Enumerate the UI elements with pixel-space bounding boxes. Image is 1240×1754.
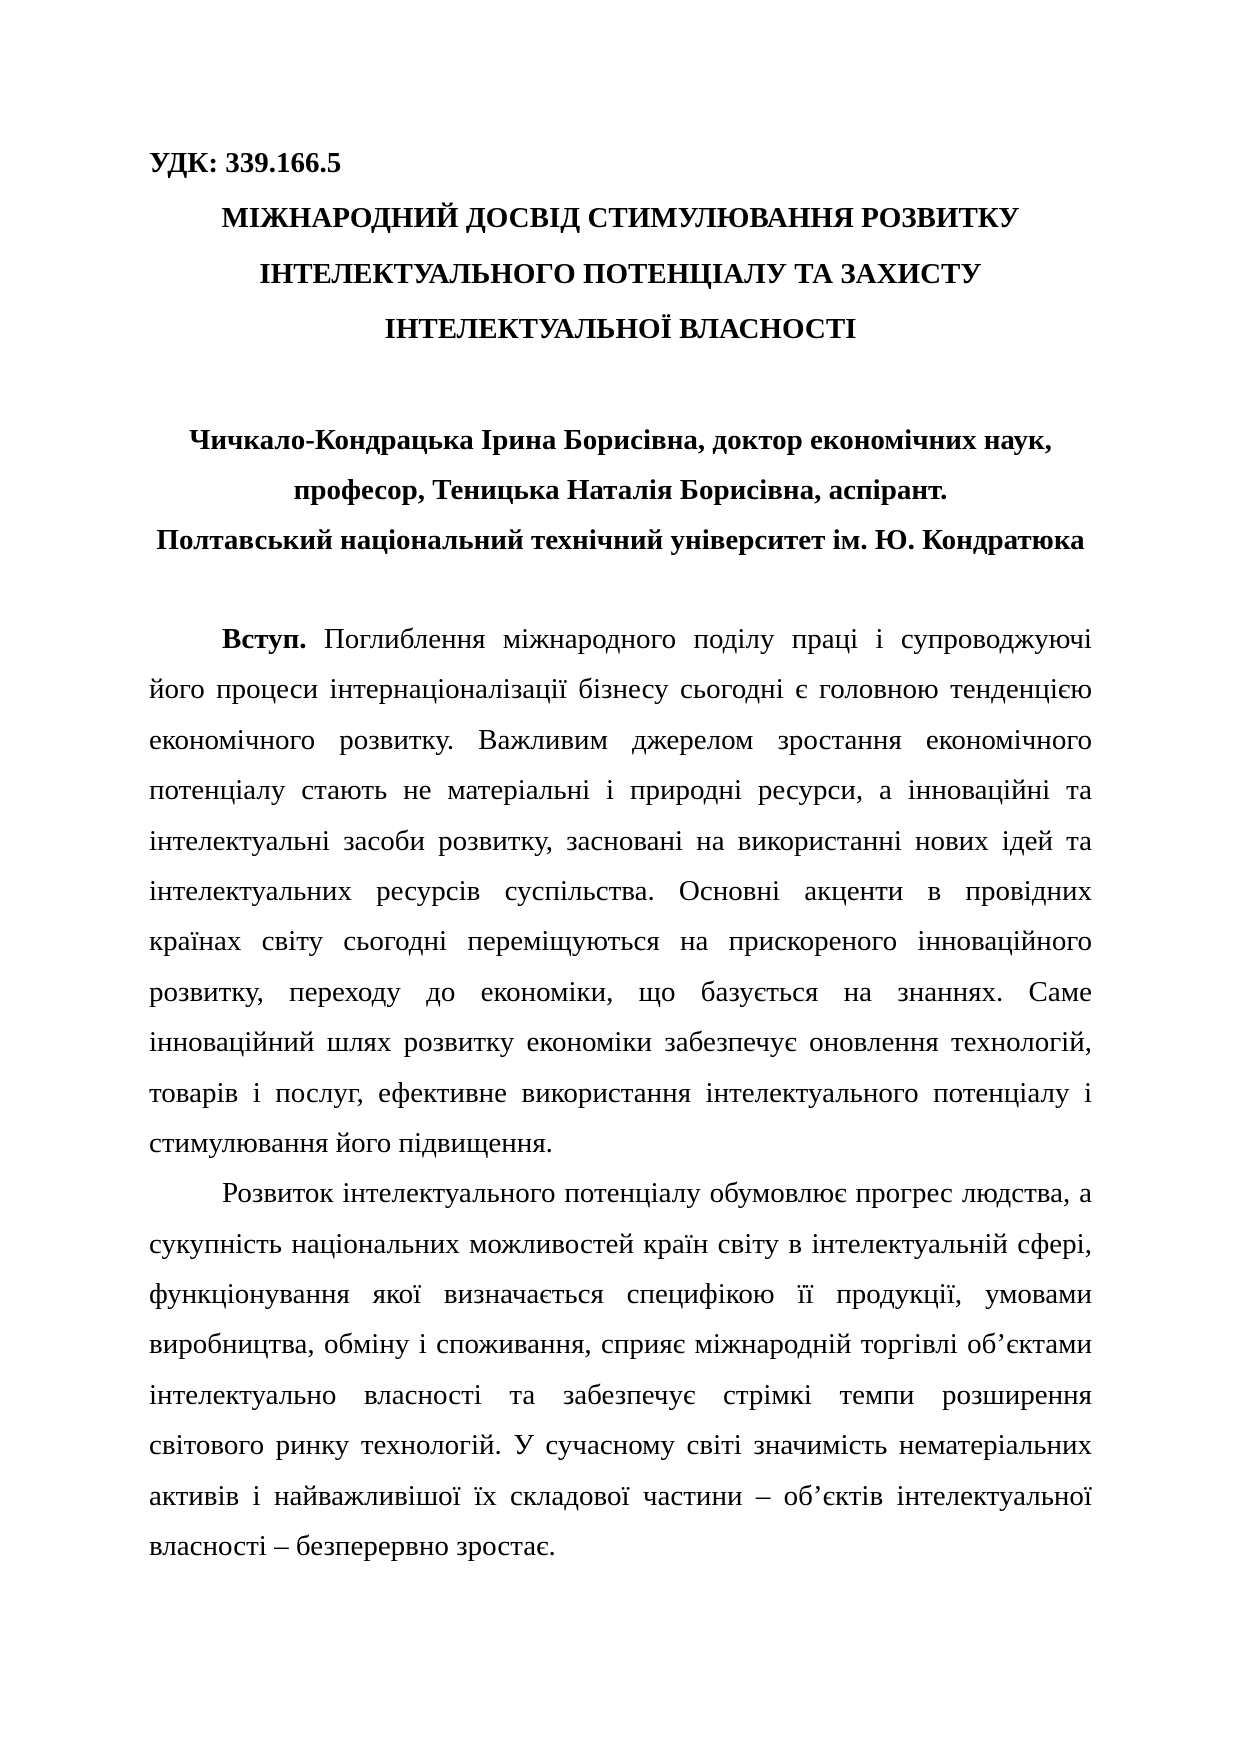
- paragraph-line: економічного розвитку. Важливим джерелом зростання економічного: [149, 723, 1092, 756]
- paragraph-introduction: [149, 614, 1092, 1168]
- paragraph-2: [149, 1168, 1092, 1571]
- paragraph-line: інтелектуальні засоби розвитку, засновані на використанні нових ідей та: [149, 824, 1092, 857]
- paragraph-line: країнах світу сьогодні переміщуються на прискореного інноваційного: [149, 925, 1092, 958]
- paragraph-line: світового ринку технологій. У сучасному світі значимість нематеріальних: [149, 1429, 1092, 1462]
- affiliation-line: Полтавський національний технічний університет ім. Ю. Кондратюка: [156, 524, 1085, 556]
- article-body: [149, 614, 1092, 1571]
- paragraph-line: його процеси інтернаціоналізації бізнесу сьогодні є головною тенденцією: [149, 673, 1092, 706]
- authors-line: Чичкало-Кондрацька Ірина Борисівна, доктор економічних наук,: [189, 424, 1052, 456]
- paragraph-line: сукупність національних можливостей країн світу в інтелектуальній сфері,: [149, 1227, 1092, 1260]
- paragraph-line: власності – безперервно зростає.: [149, 1530, 556, 1563]
- line-text: Поглиблення міжнародного поділу праці і супроводжуючі: [306, 623, 1092, 655]
- authors-block: [149, 415, 1092, 565]
- paragraph-line: потенціалу стають не матеріальні і природні ресурси, а інноваційні та: [149, 774, 1092, 807]
- paragraph-line: стимулювання його підвищення.: [149, 1126, 553, 1159]
- paragraph-line: виробництва, обміну і споживання, сприяє міжнародній торгівлі об’єктами: [149, 1328, 1092, 1361]
- title-line: МІЖНАРОДНИЙ ДОСВІД СТИМУЛЮВАННЯ РОЗВИТКУ: [221, 202, 1020, 234]
- title-line: ІНТЕЛЕКТУАЛЬНОГО ПОТЕНЦІАЛУ ТА ЗАХИСТУ: [259, 257, 982, 290]
- paragraph-line: розвитку, переходу до економіки, що базується на знаннях. Саме: [149, 975, 1092, 1008]
- paragraph-line: товарів і послуг, ефективне використання інтелектуального потенціалу і: [149, 1076, 1092, 1109]
- title-line: ІНТЕЛЕКТУАЛЬНОЇ ВЛАСНОСТІ: [384, 313, 857, 346]
- intro-label: Вступ.: [222, 623, 307, 655]
- paragraph-line: інноваційний шлях розвитку економіки забезпечує оновлення технологій,: [149, 1026, 1092, 1059]
- paragraph-line: активів і найважливішої їх складової частини – об’єктів інтелектуальної: [149, 1479, 1092, 1512]
- paragraph-line: [149, 614, 1092, 664]
- paragraph-line: інтелектуальних ресурсів суспільства. Основні акценти в провідних: [149, 874, 1092, 907]
- authors-line: професор, Теницька Наталія Борисівна, аспірант.: [293, 474, 948, 506]
- udk-code: УДК: 339.166.5: [149, 147, 342, 179]
- paragraph-line: Розвиток інтелектуального потенціалу обумовлює прогрес людства, а: [222, 1177, 1092, 1210]
- article-title: [149, 191, 1092, 358]
- paragraph-line: функціонування якої визначається специфікою її продукції, умовами: [149, 1278, 1092, 1311]
- paragraph-line: інтелектуально власності та забезпечує стрімкі темпи розширення: [149, 1378, 1092, 1411]
